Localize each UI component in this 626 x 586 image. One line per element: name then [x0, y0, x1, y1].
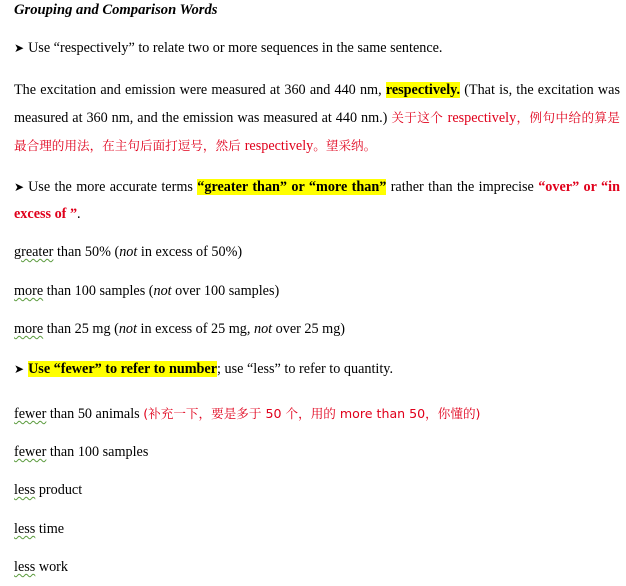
- para-text: The excitation and emission were measured at 360 and 440 nm,: [14, 82, 386, 98]
- note-red-word: respectively: [447, 110, 517, 126]
- note-cjk: 关于这个: [391, 110, 448, 125]
- bullet-arrow-icon: ➤: [14, 41, 25, 55]
- example-text: product: [35, 482, 83, 498]
- bullet-arrow-icon: ➤: [14, 362, 25, 376]
- example-text: than 50 animals: [46, 406, 144, 422]
- example-fewer-animals: [14, 403, 480, 423]
- section-heading: Grouping and Comparison Words: [14, 2, 218, 18]
- note-cjk: ，例句中给的算是最合理的用法，在主句后面打逗号，然后: [14, 110, 620, 153]
- keyword: fewer: [14, 406, 47, 422]
- highlight-respectively: respectively.: [385, 82, 461, 98]
- note-red-cjk: (补充一下，要是多于 50 个，用的 more than 50，你懂的): [143, 406, 481, 421]
- example-less-time: [14, 521, 64, 538]
- keyword: more: [14, 321, 44, 337]
- rule-text: .: [77, 206, 81, 222]
- keyword: fewer: [14, 444, 47, 460]
- example-text: over 25 mg): [272, 321, 346, 337]
- para-text: (That is, the excitation was measured at 360 nm, and the emission was measured at 440 nm.): [14, 82, 620, 126]
- example-text: time: [35, 521, 65, 537]
- example-more-mg: [14, 321, 345, 338]
- rule-greater-than: [14, 174, 620, 228]
- keyword: less: [14, 559, 36, 575]
- rule-text: Use the more accurate terms: [28, 179, 198, 195]
- rule-text: ; use “less” to refer to quantity.: [217, 361, 394, 377]
- example-text: over 100 samples): [171, 283, 280, 299]
- rule-fewer: [14, 361, 393, 378]
- example-paragraph: [14, 77, 620, 160]
- keyword: more: [14, 283, 44, 299]
- highlight-greater-more: “greater than” or “more than”: [197, 179, 387, 195]
- example-text: in excess of 50%): [137, 244, 243, 260]
- example-text: than 25 mg (: [43, 321, 119, 337]
- keyword: less: [14, 521, 36, 537]
- example-text: than 100 samples: [46, 444, 149, 460]
- note-cjk: 。望采纳。: [313, 138, 377, 153]
- rule-text: rather than the imprecise: [386, 179, 539, 195]
- rule-text: Use “respectively” to relate two or more sequences in the same sentence.: [28, 40, 443, 56]
- example-greater: [14, 244, 242, 261]
- rule-respectively: [14, 40, 442, 57]
- keyword: less: [14, 482, 36, 498]
- note-red-word: respectively: [244, 138, 314, 154]
- example-text: work: [35, 559, 68, 575]
- italic-not: not: [253, 321, 273, 337]
- bullet-arrow-icon: ➤: [14, 180, 25, 194]
- highlight-fewer-rule: Use “fewer” to refer to number: [28, 361, 218, 377]
- keyword: greater: [14, 244, 54, 260]
- italic-not: not: [119, 244, 138, 260]
- example-less-product: [14, 482, 82, 499]
- example-fewer-samples: [14, 444, 148, 461]
- red-over-terms: “over” or “in excess of ”: [14, 179, 620, 222]
- example-more-samples: [14, 283, 279, 300]
- example-text: than 100 samples (: [43, 283, 154, 299]
- example-less-work: [14, 559, 68, 576]
- example-text: than 50% (: [53, 244, 120, 260]
- italic-not: not: [118, 321, 137, 337]
- example-text: in excess of 25 mg,: [136, 321, 254, 337]
- italic-not: not: [153, 283, 172, 299]
